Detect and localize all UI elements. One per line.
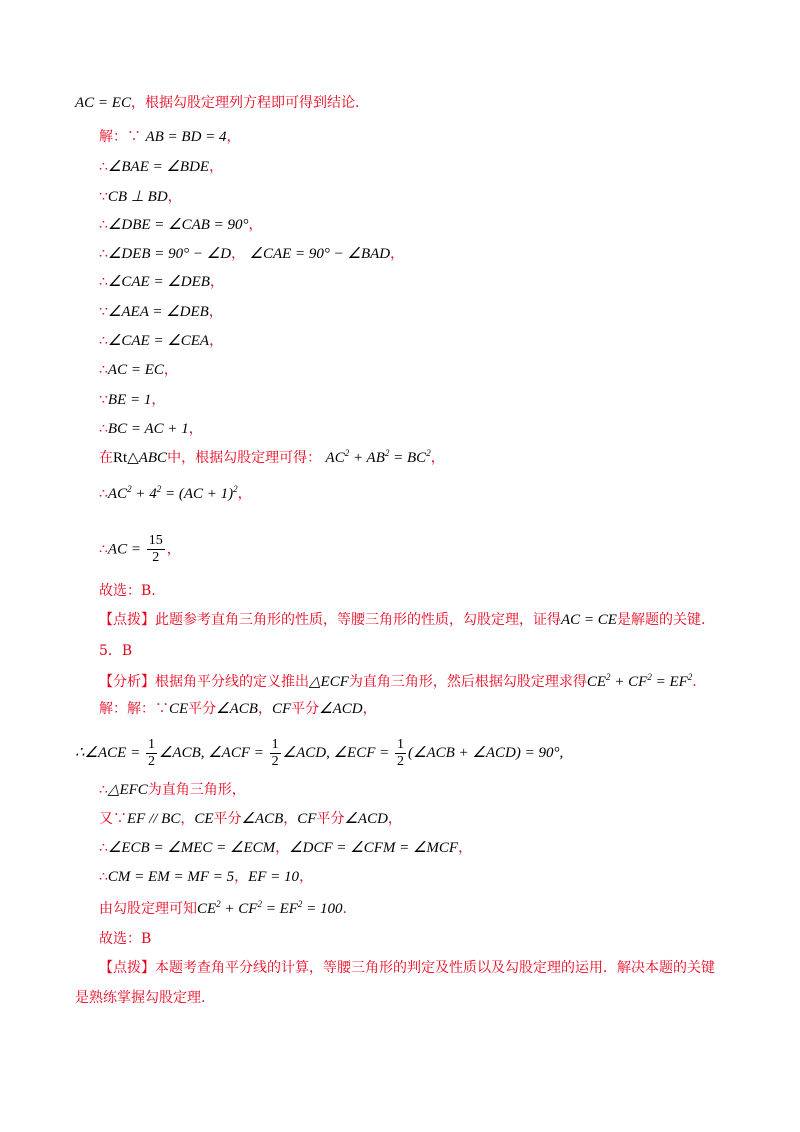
math-expression: ∠BAE = ∠BDE	[107, 159, 210, 175]
exponent: 2	[297, 899, 303, 909]
suffix: ，	[209, 333, 224, 349]
math-expression: ∠DCF = ∠CFM = ∠MCF	[289, 840, 459, 856]
exponent: 2	[384, 448, 390, 458]
exponent: 2	[344, 448, 350, 458]
prefix: 又∵	[99, 811, 127, 827]
solution-step	[99, 127, 241, 147]
math-expression: BE = 1	[107, 392, 152, 408]
prefix: ∴	[99, 486, 108, 502]
math-expression: ∠DBE = ∠CAB = 90°	[107, 217, 249, 233]
math-expression: ∠ECB = ∠MEC = ∠ECM	[107, 840, 276, 856]
solution-step	[99, 360, 178, 380]
numerator: 1	[397, 736, 404, 752]
text: 是熟练掌握勾股定理.	[75, 990, 206, 1006]
fraction	[147, 533, 165, 566]
prefix: ∴	[99, 782, 108, 798]
solution-step	[99, 780, 246, 800]
math-expression: AC = CE	[561, 612, 617, 628]
math-expression: ∠CAE = ∠DEB	[107, 274, 210, 290]
text: 故选：B	[99, 931, 152, 947]
prefix: ∴	[99, 541, 108, 558]
math-expression: ∠AEA = ∠DEB	[107, 304, 209, 320]
math-expression: BC = AC + 1	[107, 421, 189, 437]
suffix: ，	[166, 541, 181, 558]
exponent: 2	[257, 899, 262, 909]
solution-step	[99, 331, 223, 351]
math-expression: ∠ACD	[319, 701, 363, 717]
suffix: ，	[458, 840, 473, 856]
math-expression: EF // BC	[127, 811, 181, 827]
term: ∠ACD, ∠ECF =	[282, 745, 393, 761]
term: ∠ACB, ∠ACF =	[158, 745, 268, 761]
exponent: 2	[647, 672, 652, 682]
suffix: .	[692, 674, 697, 690]
text: 平分	[316, 811, 345, 827]
math-expression: ∠CAE = ∠CEA	[107, 333, 210, 349]
solution-step	[99, 699, 377, 719]
term: CE	[586, 674, 607, 690]
tip-line	[99, 610, 705, 630]
math-expression: AC = EC	[75, 95, 131, 111]
denominator: 2	[147, 753, 155, 769]
solution-step	[99, 838, 472, 858]
suffix: ，	[430, 450, 445, 466]
text: 平分	[213, 811, 242, 827]
text: 平分	[291, 701, 320, 717]
numerator: 1	[147, 736, 155, 752]
suffix: ，	[226, 129, 241, 145]
prefix: ∴	[99, 869, 108, 885]
tip-line	[99, 958, 715, 978]
prefix: ∴	[99, 840, 108, 856]
math-expression: ∠CAE = 90° − ∠BAD	[249, 246, 391, 262]
suffix: 是解题的关键.	[616, 612, 706, 628]
term: = (AC + 1)	[161, 486, 234, 502]
prefix: ∵	[99, 304, 108, 320]
term: ∴∠ACE =	[75, 745, 144, 761]
solution-step	[99, 187, 182, 207]
term: = EF	[651, 674, 688, 690]
math-expression: AC = EC	[107, 362, 164, 378]
math-expression: CF	[271, 701, 292, 717]
solution-step	[99, 533, 181, 566]
solution-step	[99, 390, 165, 410]
section-label: 【分析】	[99, 674, 155, 690]
exponent: 2	[233, 484, 238, 494]
suffix: ，	[299, 869, 314, 885]
term: AC	[325, 450, 345, 466]
text: 平分	[188, 701, 217, 717]
suffix: ，	[248, 217, 263, 233]
prefix: ∴	[99, 421, 108, 437]
tip-line-continued	[75, 988, 205, 1008]
text: 为直角三角形，然后根据勾股定理求得	[348, 674, 587, 690]
exponent: 2	[216, 899, 221, 909]
separator: ，	[231, 246, 246, 262]
math-expression: CF	[297, 811, 317, 827]
prefix: ∵	[99, 392, 108, 408]
math-expression: CE	[194, 811, 214, 827]
math-expression: ∠ACD	[344, 811, 388, 827]
answer-line	[99, 581, 156, 601]
term: = 100	[302, 901, 343, 917]
math-expression: △ECF	[309, 674, 349, 690]
separator: ，	[283, 811, 298, 827]
equation-line	[75, 735, 563, 771]
numerator: 1	[271, 736, 279, 752]
solution-step	[99, 215, 263, 235]
denominator: 2	[271, 753, 279, 769]
prefix: 由勾股定理可知	[99, 901, 197, 917]
exponent: 2	[687, 672, 693, 682]
solution-step	[99, 302, 223, 322]
solution-step	[99, 484, 252, 504]
term: + CF	[610, 674, 648, 690]
prefix: ∵	[99, 189, 108, 205]
text: ，根据勾股定理列方程即可得到结论.	[130, 95, 360, 111]
exponent: 2	[606, 672, 611, 682]
exponent: 2	[426, 448, 431, 458]
prefix: ∴	[99, 217, 108, 233]
text: 根据角平分线的定义推出	[155, 674, 309, 690]
suffix: 为直角三角形，	[147, 782, 246, 798]
analysis-line	[99, 672, 697, 692]
separator: ，	[257, 701, 272, 717]
solution-step	[99, 157, 223, 177]
solution-step	[99, 272, 224, 292]
separator: ，	[180, 811, 195, 827]
section-label: 【点拨】	[99, 612, 155, 628]
solution-step	[99, 899, 347, 919]
prefix: ∴	[99, 159, 108, 175]
term: + 4	[131, 486, 157, 502]
solution-step	[99, 419, 203, 439]
suffix: ，	[163, 362, 178, 378]
solution-step	[99, 867, 313, 887]
solution-step	[99, 809, 402, 829]
suffix: ，	[387, 811, 402, 827]
math-expression: ∠DEB = 90° − ∠D	[107, 246, 232, 262]
solution-step	[99, 448, 445, 468]
suffix: ，	[362, 701, 377, 717]
suffix: ，	[188, 421, 203, 437]
term: CE	[197, 901, 217, 917]
math-expression: AC =	[107, 541, 145, 558]
term: + CF	[220, 901, 258, 917]
line-conclusion	[75, 93, 359, 113]
suffix: ，	[208, 304, 223, 320]
math-expression: CE	[169, 701, 189, 717]
prefix: 解：∵	[99, 129, 141, 145]
math-expression: ABC	[138, 450, 168, 466]
text: 中，根据勾股定理可得：	[167, 450, 322, 466]
math-expression: CM = EM = MF = 5	[107, 869, 235, 885]
suffix: ，	[390, 246, 405, 262]
suffix: ，	[151, 392, 166, 408]
question-number	[99, 641, 132, 661]
triangle-symbol: △	[127, 450, 139, 466]
prefix: 解：解：∵	[99, 701, 169, 717]
separator: ，	[234, 869, 249, 885]
term: (∠ACB + ∠ACD) = 90°,	[408, 745, 564, 761]
section-label: 【点拨】	[99, 960, 155, 976]
text: 此题参考直角三角形的性质，等腰三角形的性质，勾股定理，证得	[155, 612, 561, 628]
math-expression: ∠ACB	[241, 811, 284, 827]
separator: ，	[275, 840, 290, 856]
suffix: ，	[209, 274, 224, 290]
math-expression: AB = BD = 4	[145, 129, 227, 145]
text: 5．B	[99, 643, 133, 659]
denominator: 2	[152, 550, 160, 565]
suffix: ，	[237, 486, 252, 502]
prefix: ∴	[99, 274, 108, 290]
suffix: .	[342, 901, 347, 917]
fraction	[270, 737, 281, 770]
term: = EF	[261, 901, 298, 917]
prefix: 在	[99, 450, 113, 466]
term: AC	[107, 486, 128, 502]
math-expression: ∠ACB	[216, 701, 258, 717]
term: = BC	[389, 450, 427, 466]
answer-line	[99, 929, 151, 949]
suffix: ，	[167, 189, 182, 205]
fraction	[146, 737, 157, 770]
denominator: 2	[397, 753, 404, 769]
math-expression: △EFC	[107, 782, 148, 798]
exponent: 2	[156, 484, 162, 494]
math-expression: CB ⊥ BD	[107, 189, 168, 205]
exponent: 2	[127, 484, 132, 494]
term: + AB	[349, 450, 385, 466]
math-expression: EF = 10	[248, 869, 300, 885]
text: 本题考查角平分线的计算，等腰三角形的判定及性质以及勾股定理的运用．解决本题的关键	[155, 960, 715, 976]
numerator: 15	[148, 533, 163, 548]
prefix: ∴	[99, 362, 108, 378]
text: 故选：B.	[99, 583, 156, 599]
suffix: ，	[209, 159, 224, 175]
prefix: ∴	[99, 246, 108, 262]
fraction	[395, 737, 406, 770]
prefix: ∴	[99, 333, 108, 349]
solution-step	[99, 244, 404, 264]
rt-label: Rt	[113, 450, 128, 466]
